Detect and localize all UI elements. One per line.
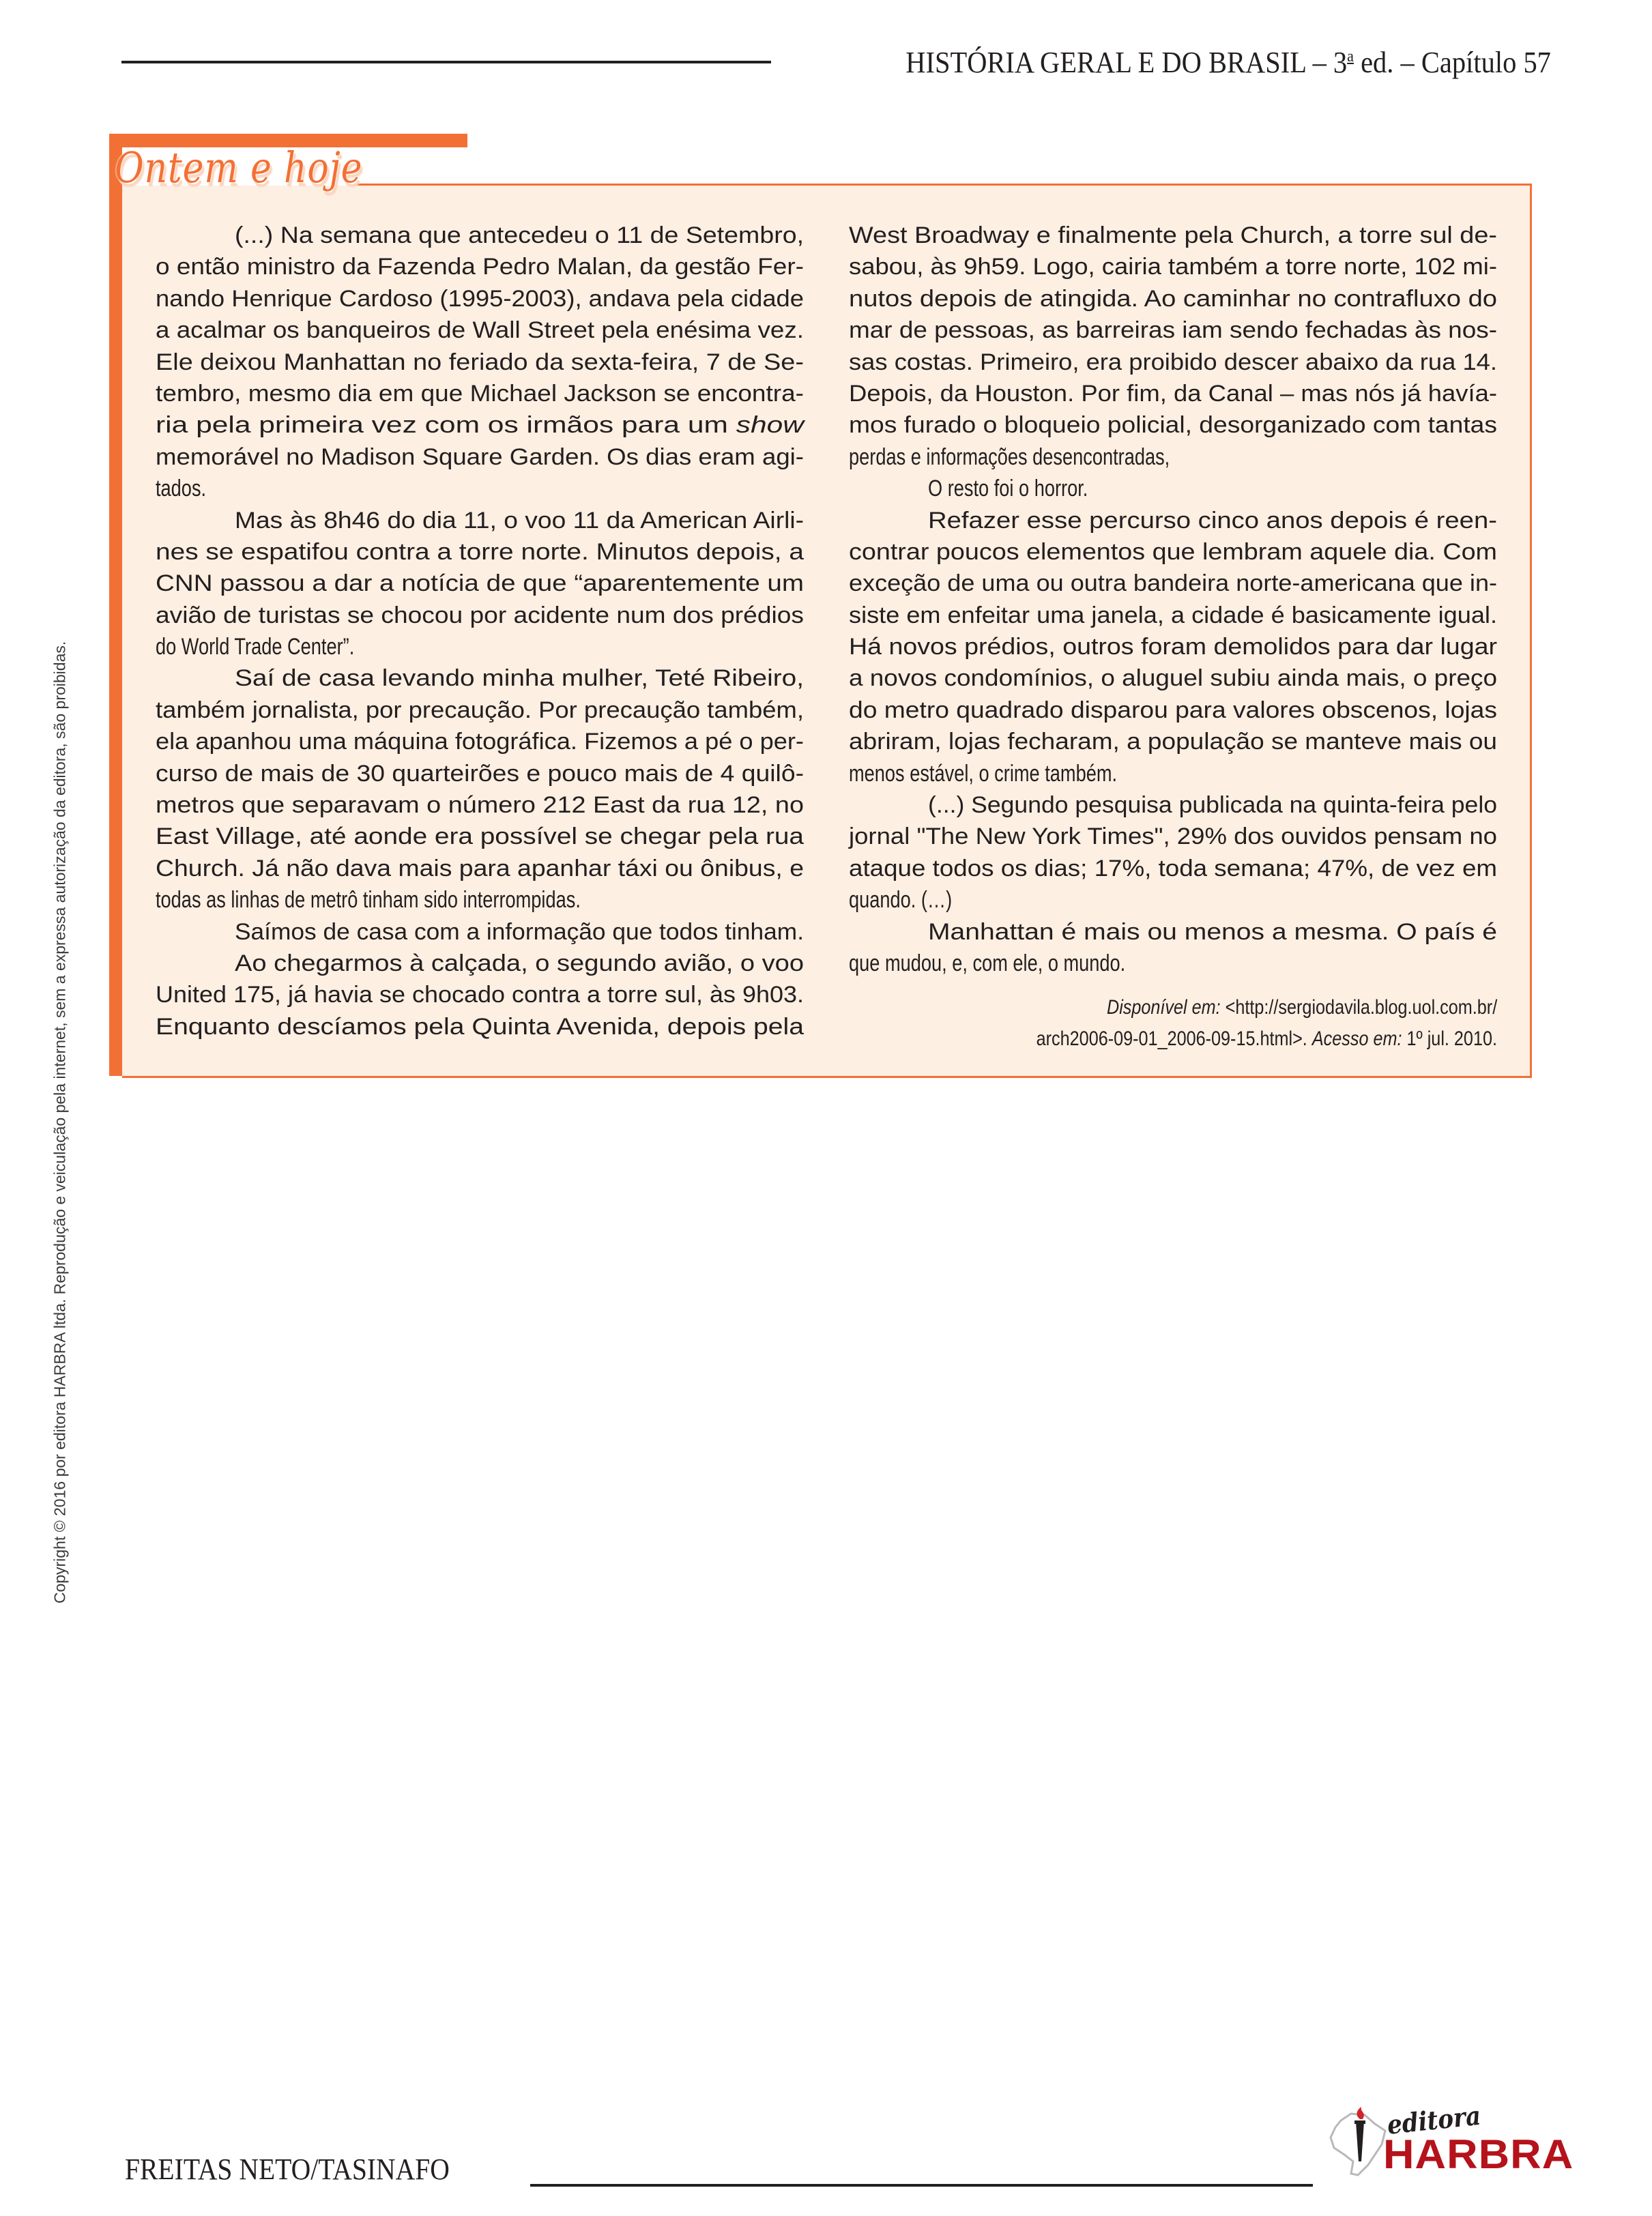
text-line-content: o então ministro da Fazenda Pedro Malan, da gestão Fer-	[156, 254, 804, 280]
text-line-content: perdas e informações desencontradas,	[849, 443, 1170, 470]
chapter-label: ed. – Capítulo 57	[1354, 46, 1551, 79]
text-line	[849, 473, 1497, 504]
text-line	[156, 315, 804, 346]
access-date: 1º jul. 2010.	[1402, 1027, 1497, 1050]
text-line	[849, 758, 1497, 789]
text-line	[156, 821, 804, 852]
text-line-content: que mudou, e, com ele, o mundo.	[849, 950, 1126, 976]
text-line-content: Ele deixou Manhattan no feriado da sexta-feira, 7 de Se-	[156, 349, 804, 375]
text-line	[156, 758, 804, 789]
text-line	[156, 251, 804, 282]
edition-ordinal: a	[1347, 48, 1354, 65]
text-line-content: a novos condomínios, o aluguel subiu ainda mais, o preço	[849, 665, 1497, 692]
text-line-content: Há novos prédios, outros foram demolidos para dar lugar	[849, 634, 1497, 660]
text-line-content: West Broadway e finalmente pela Church, a torre sul de-	[849, 222, 1497, 248]
brazil-map-icon	[1327, 2107, 1389, 2182]
text-line-content: curso de mais de 30 quarteirões e pouco mais de 4 quilô-	[156, 760, 804, 787]
text-line	[156, 726, 804, 757]
text-line	[156, 441, 804, 473]
text-line	[156, 789, 804, 821]
text-line	[849, 251, 1497, 282]
source-label: Disponível em:	[1106, 996, 1221, 1019]
logo-name: HARBRA	[1383, 2131, 1574, 2177]
text-line-content: exceção de uma ou outra bandeira norte-americana que in-	[849, 570, 1497, 597]
harbra-logo	[1327, 2099, 1574, 2182]
text-line-content: mar de pessoas, as barreiras iam sendo fechadas às nos-	[849, 317, 1497, 344]
text-line-content: (...) Segundo pesquisa publicada na quinta-feira pelo	[928, 792, 1497, 819]
text-line	[156, 378, 804, 409]
header-rule	[121, 61, 771, 63]
text-line	[156, 283, 804, 315]
text-line	[849, 884, 1497, 916]
text-line	[156, 409, 804, 441]
text-line-content: Saímos de casa com a informação que todos tinham.	[235, 918, 804, 945]
text-line	[849, 662, 1497, 694]
text-line	[849, 220, 1497, 251]
italic-word: show	[736, 412, 804, 439]
text-line	[849, 505, 1497, 536]
text-line	[156, 916, 804, 948]
text-line-content: menos estável, o crime também.	[849, 760, 1118, 787]
text-line	[156, 979, 804, 1010]
text-line-content: ela apanhou uma máquina fotográfica. Fizemos a pé o per-	[156, 729, 804, 755]
text-line-content: Depois, da Houston. Por fim, da Canal – mas nós já havía-	[849, 380, 1497, 407]
text-line-content: O resto foi o horror.	[928, 476, 1088, 502]
text-line	[849, 948, 1497, 979]
text-line	[156, 473, 804, 504]
right-column	[849, 220, 1497, 979]
footer-rule	[530, 2184, 1313, 2187]
text-line-content: memorável no Madison Square Garden. Os dias eram agi-	[156, 443, 804, 470]
text-line-content: nutos depois de atingida. Ao caminhar no contrafluxo do	[849, 285, 1497, 312]
text-line	[156, 536, 804, 568]
text-line-content: Church. Já não dava mais para apanhar táxi ou ônibus, e	[156, 855, 804, 881]
text-line	[156, 1011, 804, 1043]
text-line-content: avião de turistas se chocou por acidente num dos prédios	[156, 602, 804, 628]
text-line-content: metros que separavam o número 212 East da rua 12, no	[156, 792, 804, 819]
text-line	[849, 916, 1497, 948]
text-line	[849, 347, 1497, 378]
access-label: Acesso em:	[1312, 1027, 1402, 1050]
text-line	[849, 726, 1497, 757]
text-line	[849, 821, 1497, 852]
text-line	[156, 695, 804, 726]
running-header	[905, 40, 1551, 80]
text-line-content: (...) Na semana que antecedeu o 11 de Setembro,	[235, 222, 804, 248]
footer-authors: FREITAS NETO/TASINAFO	[125, 2153, 450, 2186]
source-url-part-2: arch2006-09-01_2006-09-15.html>.	[1036, 1027, 1312, 1050]
text-line	[156, 600, 804, 631]
text-line-content: sas costas. Primeiro, era proibido descer abaixo da rua 14.	[849, 349, 1497, 375]
text-line-content: ataque todos os dias; 17%, toda semana; 47%, de vez em	[849, 855, 1497, 881]
text-line	[156, 631, 804, 662]
text-line-content: Saí de casa levando minha mulher, Teté Ribeiro,	[235, 665, 804, 692]
text-line	[849, 853, 1497, 884]
box-title: Ontem e hoje	[115, 143, 363, 192]
text-line-content: abriram, lojas fecharam, a população se manteve mais ou	[849, 729, 1497, 755]
text-line-content: mos furado o bloqueio policial, desorganizado com tantas	[849, 412, 1497, 439]
text-line	[156, 662, 804, 694]
text-line-content: a acalmar os banqueiros de Wall Street pela enésima vez.	[156, 317, 804, 344]
text-line-content: jornal "The New York Times", 29% dos ouvidos pensam no	[849, 823, 1497, 850]
text-line	[156, 853, 804, 884]
text-line	[849, 568, 1497, 599]
text-line	[156, 568, 804, 599]
text-line	[849, 378, 1497, 409]
text-line	[156, 347, 804, 378]
text-line-content: quando. (…)	[849, 887, 953, 914]
text-line-content: Refazer esse percurso cinco anos depois é reen-	[928, 507, 1497, 534]
text-line-content: tados.	[156, 476, 207, 502]
text-line-content: ria pela primeira vez com os irmãos para um show	[156, 412, 804, 439]
text-line-content: também jornalista, por precaução. Por precaução também,	[156, 697, 804, 723]
text-line	[156, 505, 804, 536]
text-line	[156, 948, 804, 979]
text-line	[849, 409, 1497, 441]
text-line	[156, 220, 804, 251]
source-url-part-1: <http://sergiodavila.blog.uol.com.br/	[1220, 996, 1497, 1019]
text-line-content: Ao chegarmos à calçada, o segundo avião, o voo	[235, 950, 804, 976]
text-line	[849, 631, 1497, 662]
text-line	[156, 884, 804, 916]
text-line-content: do World Trade Center”.	[156, 634, 355, 660]
text-line	[849, 789, 1497, 821]
source-citation-line-2	[948, 1023, 1497, 1055]
text-line	[849, 536, 1497, 568]
text-line-content: sabou, às 9h59. Logo, cairia também a torre norte, 102 mi-	[849, 254, 1497, 280]
text-line-content: todas as linhas de metrô tinham sido interrompidas.	[156, 887, 581, 914]
text-line-content: Mas às 8h46 do dia 11, o voo 11 da American Airli-	[235, 507, 804, 534]
text-line-content: East Village, até aonde era possível se chegar pela rua	[156, 823, 804, 850]
text-line-content: contrar poucos elementos que lembram aquele dia. Com	[849, 538, 1497, 565]
logo-script-text: editora	[1385, 2099, 1483, 2140]
text-line-content: Manhattan é mais ou menos a mesma. O país é	[928, 918, 1497, 945]
text-line-content: Enquanto descíamos pela Quinta Avenida, depois pela	[156, 1013, 804, 1040]
text-line-content: United 175, já havia se chocado contra a torre sul, às 9h03.	[156, 982, 804, 1008]
text-line	[849, 283, 1497, 315]
text-line-content: CNN passou a dar a notícia de que “aparentemente um	[156, 570, 804, 597]
copyright-text: Copyright © 2016 por editora HARBRA ltda. Reprodução e veiculação pela internet, sem a expressa autorização da editora, são proibidas.	[50, 641, 69, 1604]
text-line	[849, 315, 1497, 346]
text-line-content: nes se espatifou contra a torre norte. Minutos depois, a	[156, 538, 804, 565]
text-line-content: do metro quadrado disparou para valores obscenos, lojas	[849, 697, 1497, 723]
text-line	[849, 600, 1497, 631]
text-line	[849, 441, 1497, 473]
text-line-content: nando Henrique Cardoso (1995-2003), andava pela cidade	[156, 285, 804, 312]
source-citation-line-1	[1032, 992, 1497, 1023]
book-title: HISTÓRIA GERAL E DO BRASIL – 3	[905, 46, 1348, 79]
box-accent-bar	[109, 134, 122, 1076]
text-line	[849, 695, 1497, 726]
text-line-content: siste em enfeitar uma janela, a cidade é basicamente igual.	[849, 602, 1497, 628]
left-column	[156, 220, 804, 1043]
text-line-content: tembro, mesmo dia em que Michael Jackson se encontra-	[156, 380, 804, 407]
